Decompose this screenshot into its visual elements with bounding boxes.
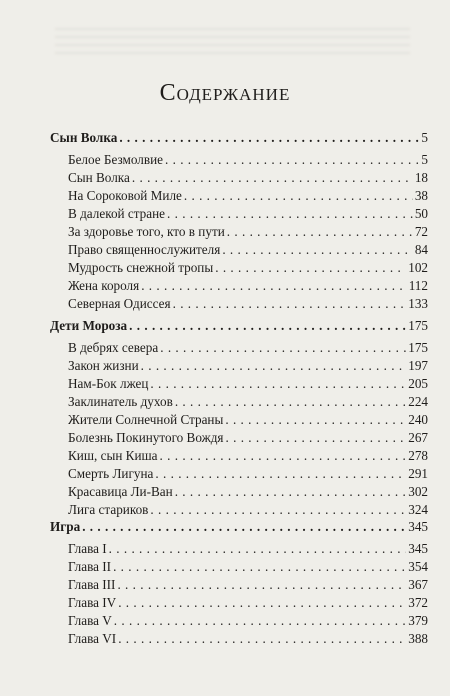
toc-section-heading[interactable] bbox=[50, 314, 428, 334]
toc-entry[interactable] bbox=[68, 537, 428, 557]
page-title: Содержание bbox=[159, 80, 291, 106]
toc-entry-title: Белое Безмолвие bbox=[68, 152, 164, 167]
toc-section-title: Сын Волка bbox=[50, 130, 118, 145]
toc-entry-title: Болезнь Покинутого Вождя bbox=[68, 430, 224, 445]
toc-page-number: 84 bbox=[414, 242, 428, 257]
toc-page-number: 372 bbox=[408, 595, 428, 610]
toc-page-number: 197 bbox=[408, 358, 428, 373]
toc-entry-title: Мудрость снежной тропы bbox=[68, 260, 214, 275]
toc-entry[interactable] bbox=[68, 462, 428, 482]
toc-entry[interactable] bbox=[68, 336, 428, 356]
toc-entry-title: Сын Волка bbox=[68, 170, 130, 185]
toc-page-number: 388 bbox=[408, 631, 428, 646]
toc-page-number: 302 bbox=[408, 484, 428, 499]
toc-section-title: Игра bbox=[50, 519, 81, 534]
toc-entry[interactable] bbox=[68, 480, 428, 500]
toc-section-heading[interactable] bbox=[50, 515, 428, 535]
toc-entry-title: Глава IV bbox=[68, 595, 117, 610]
toc-entry[interactable] bbox=[68, 408, 428, 428]
toc-entry[interactable] bbox=[68, 166, 428, 186]
toc-entry[interactable] bbox=[68, 573, 428, 593]
toc-page-number: 267 bbox=[408, 430, 428, 445]
toc-page-number: 175 bbox=[408, 318, 428, 333]
toc-page-number: 354 bbox=[408, 559, 428, 574]
toc-page-number: 175 bbox=[408, 340, 428, 355]
toc-entry-title: Жена короля bbox=[68, 278, 140, 293]
toc-entry-title: Красавица Ли-Ван bbox=[68, 484, 173, 499]
toc-page-number: 367 bbox=[408, 577, 428, 592]
toc-entry[interactable] bbox=[68, 627, 428, 647]
toc-entry[interactable] bbox=[68, 274, 428, 294]
toc-entry-title: В дебрях севера bbox=[68, 340, 159, 355]
toc-page-number: 324 bbox=[408, 502, 428, 517]
toc-entry-title: Киш, сын Киша bbox=[68, 448, 158, 463]
toc-entry-title: Нам-Бок лжец bbox=[68, 376, 149, 391]
toc-entry[interactable] bbox=[68, 444, 428, 464]
toc-entry-title: Глава V bbox=[68, 613, 112, 628]
toc-entry-title: Глава III bbox=[68, 577, 116, 592]
toc-entry-title: В далекой стране bbox=[68, 206, 166, 221]
toc-entry-title: Смерть Лигуна bbox=[68, 466, 154, 481]
toc-entry[interactable] bbox=[68, 426, 428, 446]
toc-section-title: Дети Мороза bbox=[50, 318, 128, 333]
toc-entry[interactable] bbox=[68, 609, 428, 629]
toc-section-heading[interactable] bbox=[50, 126, 428, 146]
toc-entry[interactable] bbox=[68, 220, 428, 240]
toc-page-number: 345 bbox=[408, 541, 428, 556]
bleed-through-text bbox=[55, 28, 410, 60]
toc-entry-title: Северная Одиссея bbox=[68, 296, 171, 311]
toc-page-number: 5 bbox=[421, 152, 428, 167]
toc-page-number: 18 bbox=[414, 170, 428, 185]
toc-entry[interactable] bbox=[68, 372, 428, 392]
toc-entry-title: Закон жизни bbox=[68, 358, 139, 373]
toc-page-number: 112 bbox=[408, 278, 428, 293]
toc-entry-title: Жители Солнечной Страны bbox=[68, 412, 224, 427]
toc-page-number: 345 bbox=[408, 519, 428, 534]
toc-entry[interactable] bbox=[68, 184, 428, 204]
toc-page-number: 5 bbox=[421, 130, 428, 145]
toc-entry[interactable] bbox=[68, 390, 428, 410]
toc-entry[interactable] bbox=[68, 591, 428, 611]
toc-page-number: 102 bbox=[408, 260, 428, 275]
toc-entry[interactable] bbox=[68, 256, 428, 276]
toc-entry[interactable] bbox=[68, 354, 428, 374]
toc-page-number: 291 bbox=[408, 466, 428, 481]
toc-entry-title: На Сороковой Миле bbox=[68, 188, 182, 203]
toc-entry-title: Глава VI bbox=[68, 631, 117, 646]
toc-page-number: 278 bbox=[408, 448, 428, 463]
toc-page-number: 38 bbox=[414, 188, 428, 203]
toc-page-number: 240 bbox=[408, 412, 428, 427]
toc-page-number: 379 bbox=[408, 613, 428, 628]
toc-page-number: 205 bbox=[408, 376, 428, 391]
toc-entry-title: Глава I bbox=[68, 541, 107, 556]
toc-page-number: 133 bbox=[408, 296, 428, 311]
toc-page-number: 224 bbox=[408, 394, 428, 409]
toc-entry-title: Заклинатель духов bbox=[68, 394, 173, 409]
toc-entry-title: Лига стариков bbox=[68, 502, 149, 517]
toc-entry-title: За здоровье того, кто в пути bbox=[68, 224, 225, 239]
toc-page-number: 72 bbox=[414, 224, 428, 239]
toc-entry[interactable] bbox=[68, 292, 428, 312]
toc-entry[interactable] bbox=[68, 238, 428, 258]
toc-entry[interactable] bbox=[68, 555, 428, 575]
toc-page-number: 50 bbox=[414, 206, 428, 221]
toc-entry-title: Право священнослужителя bbox=[68, 242, 221, 257]
toc-entry[interactable] bbox=[68, 202, 428, 222]
toc-entry[interactable] bbox=[68, 148, 428, 168]
toc-entry-title: Глава II bbox=[68, 559, 112, 574]
